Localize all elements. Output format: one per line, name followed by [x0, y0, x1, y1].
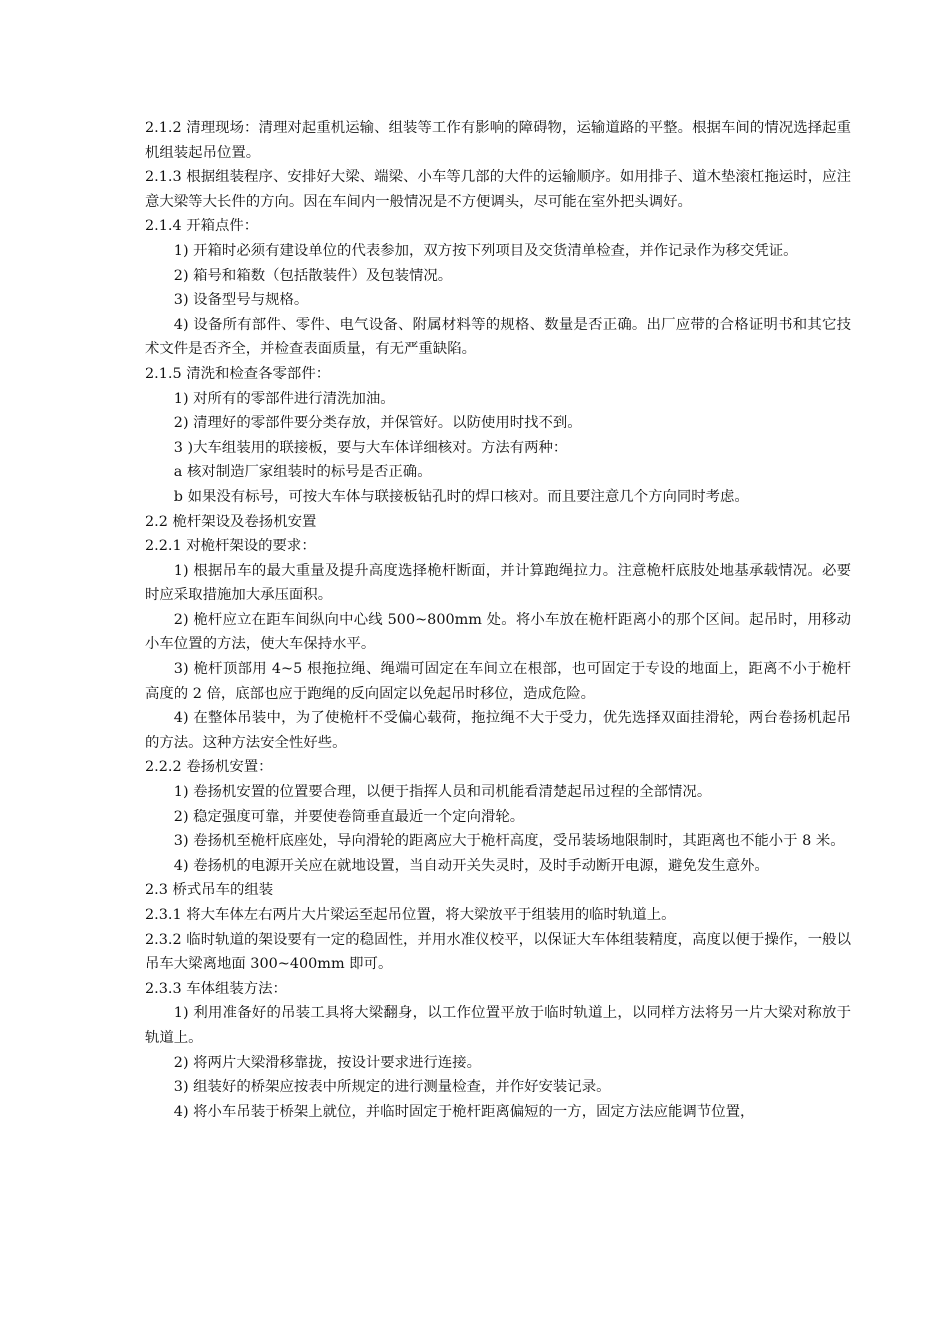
section-heading-2-3: 2.3 桥式吊车的组装: [145, 882, 274, 899]
heading-2-1-5: 2.1.5 清洗和检查各零部件：: [145, 365, 331, 382]
list-item: 3) 卷扬机至桅杆底座处，导向滑轮的距离应大于桅杆高度，受吊装场地限制时，其距离也不能小于 8 米。: [173, 833, 845, 850]
document-page: [145, 116, 851, 1124]
list-item: 4) 卷扬机的电源开关应在就地设置，当自动开关失灵时，及时手动断开电源，避免发生意外。: [173, 857, 769, 874]
list-item: 2) 将两片大梁滑移靠拢，按设计要求进行连接。: [173, 1054, 481, 1071]
paragraph-2-3-2: 2.3.2 临时轨道的架设要有一定的稳固性，并用水准仪校平，以保证大车体组装精度，高度以便于操作，一般以吊车大梁离地面 300~400mm 即可。: [145, 931, 851, 973]
list-item: 1) 对所有的零部件进行清洗加油。: [173, 390, 395, 407]
list-item: 1) 卷扬机安置的位置要合理，以便于指挥人员和司机能看清楚起吊过程的全部情况。: [173, 784, 712, 801]
list-item: 4) 设备所有部件、零件、电气设备、附属材料等的规格、数量是否正确。出厂应带的合格证明书和其它技术文件是否齐全，并检查表面质量，有无严重缺陷。: [145, 316, 851, 358]
list-item: 3 )大车组装用的联接板，要与大车体详细核对。方法有两种：: [173, 439, 568, 456]
heading-2-1-4: 2.1.4 开箱点件：: [145, 218, 259, 235]
list-item: 2) 清理好的零部件要分类存放，并保管好。以防使用时找不到。: [173, 415, 582, 432]
list-item: b 如果没有标号，可按大车体与联接板钻孔时的焊口核对。而且要注意几个方向同时考虑。: [173, 488, 749, 505]
list-item: a 核对制造厂家组装时的标号是否正确。: [173, 464, 432, 481]
heading-2-2-2: 2.2.2 卷扬机安置：: [145, 759, 273, 776]
list-item: 3) 组装好的桥架应按表中所规定的进行测量检查，并作好安装记录。: [173, 1079, 611, 1096]
heading-2-3-3: 2.3.3 车体组装方法：: [145, 980, 287, 997]
paragraph-2-3-1: 2.3.1 将大车体左右两片大片梁运至起吊位置，将大梁放平于组装用的临时轨道上。: [145, 907, 676, 923]
list-item: 2) 箱号和箱数（包括散装件）及包装情况。: [173, 267, 453, 284]
heading-2-2-1: 2.2.1 对桅杆架设的要求：: [145, 538, 316, 555]
list-item: 2) 稳定强度可靠，并要使卷筒垂直最近一个定向滑轮。: [173, 808, 525, 825]
list-item: 2) 桅杆应立在距车间纵向中心线 500~800mm 处。将小车放在桅杆距离小的那个区间。起吊时，用移动小车位置的方法，使大车保持水平。: [145, 611, 851, 653]
paragraph-2-1-2: 2.1.2 清理现场：清理对起重机运输、组装等工作有影响的障碍物，运输道路的平整。根据车间的情况选择起重机组装起吊位置。: [145, 120, 851, 161]
section-heading-2-2: 2.2 桅杆架设及卷扬机安置: [145, 513, 317, 530]
list-item: 1) 开箱时必须有建设单位的代表参加，双方按下列项目及交货清单检查，并作记录作为移交凭证。: [173, 242, 798, 259]
list-item: 4) 在整体吊装中，为了使桅杆不受偏心载荷，拖拉绳不大于受力，优先选择双面挂滑轮，两台卷扬机起吊的方法。这种方法安全性好些。: [145, 710, 851, 751]
list-item: 4) 将小车吊装于桥架上就位，并临时固定于桅杆距离偏短的一方，固定方法应能调节位置，: [173, 1103, 755, 1120]
list-item: 1) 利用准备好的吊装工具将大梁翻身，以工作位置平放于临时轨道上，以同样方法将另一片大梁对称放于轨道上。: [145, 1005, 851, 1046]
list-item: 1) 根据吊车的最大重量及提升高度选择桅杆断面，并计算跑绳拉力。注意桅杆底肢处地基承载情况。必要时应采取措施加大承压面积。: [145, 562, 851, 604]
paragraph-2-1-3: 2.1.3 根据组装程序、安排好大梁、端梁、小车等几部的大件的运输顺序。如用排子、道木垫滚杠拖运时，应注意大梁等大长件的方向。因在车间内一般情况是不方便调头，尽可能在室外把头调好。: [145, 169, 851, 210]
list-item: 3) 桅杆顶部用 4~5 根拖拉绳、绳端可固定在车间立在根部，也可固定于专设的地面上，距离不小于桅杆高度的 2 倍，底部也应于跑绳的反向固定以免起吊时移位，造成危险。: [145, 661, 851, 702]
list-item: 3) 设备型号与规格。: [173, 292, 309, 309]
